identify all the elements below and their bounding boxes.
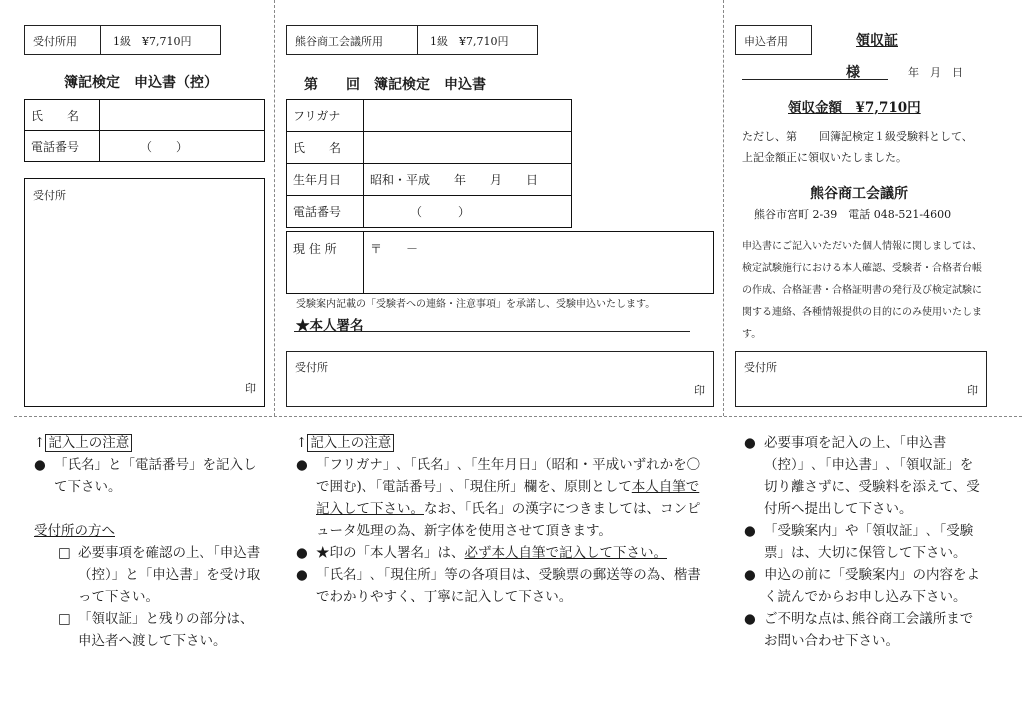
right-reception-box bbox=[735, 351, 987, 407]
left-reception-label: 受付所 bbox=[33, 189, 66, 202]
left-copy-label-box bbox=[24, 25, 101, 55]
middle-birth-label: 生年月日 bbox=[293, 173, 342, 187]
notes-right-item-4: ご不明な点は､熊谷商工会議所までお問い合わせ下さい。 bbox=[764, 611, 974, 649]
list-item bbox=[34, 542, 262, 608]
receipt-sama: 様 bbox=[846, 65, 860, 81]
middle-signature-line[interactable] bbox=[294, 331, 690, 332]
staff-item-2: 「領収証」と残りの部分は、申込者へ渡して下さい。 bbox=[78, 611, 254, 649]
middle-furigana-field[interactable] bbox=[364, 100, 572, 132]
privacy-text: 申込書にご記入いただいた個人情報に関しましては、検定試験施行における本人確認、受験者・合格者台帳の作成、合格証書・合格証明書の発行及び検定試験に関する連絡、各種情報提供の目的にのみ使用いたします。 bbox=[742, 241, 982, 340]
notes-left-heading-row bbox=[34, 432, 262, 454]
list-item bbox=[296, 454, 710, 542]
up-arrow-icon: ↑ bbox=[34, 435, 46, 451]
middle-address-table bbox=[286, 231, 714, 294]
notes-mid-item-1b: なお、「氏名」の漢字につきましては、コンピュータ処理の為、新字体を使用させて頂きます。 bbox=[316, 501, 701, 539]
middle-reception-label: 受付所 bbox=[295, 361, 328, 374]
left-phone-label: 電話番号 bbox=[31, 139, 80, 154]
middle-furigana-label: フリガナ bbox=[293, 109, 341, 123]
cut-line-horizontal bbox=[14, 416, 1022, 417]
left-grade-price: 1級 ¥7,710円 bbox=[113, 35, 192, 48]
middle-phone-paren: （ ） bbox=[410, 205, 471, 219]
bullet-icon: ● bbox=[744, 523, 756, 539]
list-item bbox=[34, 608, 262, 652]
bullet-icon: ● bbox=[296, 567, 308, 583]
notes-left-heading: 記入上の注意 bbox=[45, 434, 132, 452]
left-name-label: 氏 名 bbox=[31, 108, 80, 123]
cut-line-left bbox=[274, 0, 275, 416]
right-seal: 印 bbox=[967, 384, 978, 397]
bullet-icon: ● bbox=[34, 457, 46, 473]
notes-mid-item-3: 「氏名」､「現住所」等の各項目は、受験票の郵送等の為、楷書でわかりやすく、丁寧に記入して下さい。 bbox=[316, 567, 701, 605]
notes-mid-heading: 記入上の注意 bbox=[307, 434, 394, 452]
left-applicant-table bbox=[24, 99, 265, 162]
left-phone-paren: （ ） bbox=[140, 139, 189, 154]
notes-mid-item-1-underlined: 本人自筆で記入して下さい。 bbox=[316, 479, 700, 517]
middle-phone-label: 電話番号 bbox=[293, 205, 342, 219]
bullet-icon: ● bbox=[744, 435, 756, 451]
list-item bbox=[744, 608, 982, 652]
right-copy-label-box bbox=[735, 25, 812, 55]
receipt-org: 熊谷商工会議所 bbox=[810, 186, 908, 202]
middle-reception-box bbox=[286, 351, 714, 407]
middle-name-label: 氏 名 bbox=[293, 141, 342, 155]
list-item bbox=[296, 564, 710, 608]
left-copy-label: 受付所用 bbox=[33, 35, 77, 48]
middle-birth-field[interactable] bbox=[364, 164, 572, 196]
bullet-icon: ● bbox=[296, 457, 308, 473]
middle-address-label: 現 住 所 bbox=[293, 242, 337, 256]
staff-item-1: 必要事項を確認の上､「申込書（控）」と「申込書」を受け取って下さい。 bbox=[78, 545, 261, 605]
middle-grade-price: 1級 ¥7,710円 bbox=[430, 35, 509, 48]
middle-consent-text: 受験案内記載の「受験者への連絡・注意事項」を承諾し、受験申込いたします。 bbox=[296, 299, 656, 310]
list-item bbox=[744, 432, 982, 520]
up-arrow-icon: ↑ bbox=[296, 435, 308, 451]
notes-right-item-1: 必要事項を記入の上、「申込書（控）」､「申込書」､「領収証」を切り離さずに、受験料を添えて、受付所へ提出して下さい。 bbox=[764, 435, 980, 517]
middle-phone-field[interactable] bbox=[364, 196, 572, 228]
notes-right bbox=[744, 432, 982, 652]
receipt-text: ただし、第 回簿記検定１級受験料として、上記金額正に領収いたしました。 bbox=[742, 130, 973, 164]
notes-middle bbox=[296, 432, 710, 608]
notes-right-item-3: 申込の前に「受験案内」の内容をよく読んでからお申し込み下さい。 bbox=[764, 567, 980, 605]
middle-copy-label: 熊谷商工会議所用 bbox=[295, 35, 383, 48]
notes-mid-heading-row bbox=[296, 432, 710, 454]
bullet-icon: ● bbox=[296, 545, 308, 561]
middle-name-field[interactable] bbox=[364, 132, 572, 164]
middle-copy-label-box bbox=[286, 25, 418, 55]
left-reception-box bbox=[24, 178, 265, 407]
notes-mid-item-2a: ★印の「本人署名」は、 bbox=[316, 545, 465, 561]
receipt-addressee-line[interactable] bbox=[742, 79, 888, 80]
list-item bbox=[744, 564, 982, 608]
list-item bbox=[34, 454, 262, 498]
middle-grade-box bbox=[417, 25, 538, 55]
notes-mid-item-2-underlined: 必ず本人自筆で記入して下さい。 bbox=[464, 545, 667, 561]
staff-heading: 受付所の方へ bbox=[34, 523, 115, 539]
middle-address-value: 〒 － bbox=[370, 242, 419, 256]
list-item bbox=[296, 542, 710, 564]
middle-signature-label: ★本人署名 bbox=[296, 318, 364, 334]
left-name-field[interactable] bbox=[100, 100, 265, 131]
middle-applicant-table bbox=[286, 99, 572, 228]
right-copy-label: 申込者用 bbox=[744, 35, 788, 48]
notes-right-item-2: 「受験案内」や「領収証」､「受験票」は、大切に保管して下さい。 bbox=[764, 523, 974, 561]
middle-seal: 印 bbox=[694, 384, 705, 397]
bullet-icon: ● bbox=[744, 567, 756, 583]
notes-left-item-1: 「氏名」と「電話番号」を記入して下さい。 bbox=[54, 457, 257, 495]
receipt-amount: 領収金額 ¥7,710円 bbox=[788, 100, 921, 116]
checkbox-icon: □ bbox=[58, 545, 71, 561]
notes-left bbox=[34, 432, 262, 652]
bullet-icon: ● bbox=[744, 611, 756, 627]
middle-birth-value: 昭和・平成 年 月 日 bbox=[370, 173, 539, 187]
list-item bbox=[744, 520, 982, 564]
left-phone-field[interactable] bbox=[100, 131, 265, 162]
cut-line-right bbox=[723, 0, 724, 416]
checkbox-icon: □ bbox=[58, 611, 71, 627]
left-grade-box bbox=[100, 25, 221, 55]
receipt-address: 熊谷市宮町 2-39 電話 048-521-4600 bbox=[754, 208, 952, 221]
middle-address-field[interactable] bbox=[364, 232, 714, 294]
receipt-date: 年 月 日 bbox=[908, 66, 963, 79]
left-title: 簿記検定 申込書（控） bbox=[64, 75, 218, 91]
notes-mid-item-1a: 「フリガナ」､「氏名」､「生年月日」（昭和・平成いずれかを〇で囲む)､「電話番号」､「現住所」欄を、原則として bbox=[316, 457, 701, 495]
right-reception-label: 受付所 bbox=[744, 361, 777, 374]
receipt-title: 領収証 bbox=[856, 33, 898, 49]
middle-title: 第 回 簿記検定 申込書 bbox=[304, 77, 486, 93]
left-seal: 印 bbox=[245, 382, 256, 395]
